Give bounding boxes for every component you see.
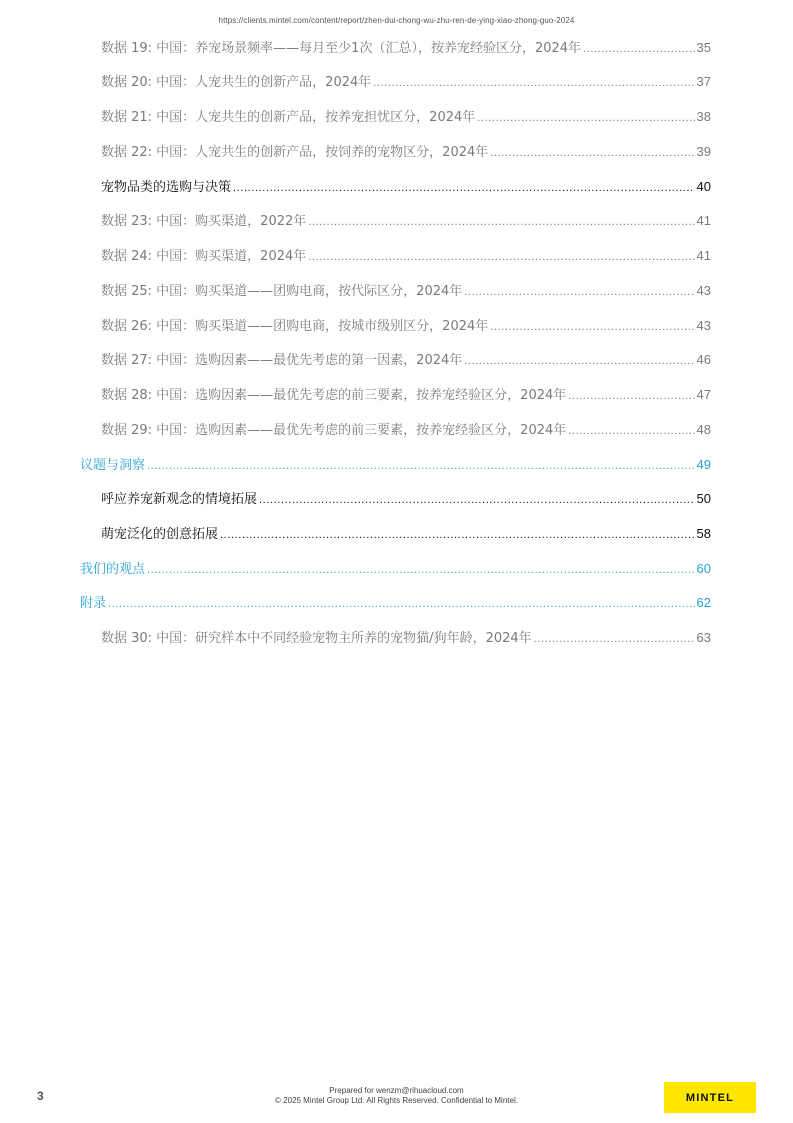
toc-entry-title: 萌宠泛化的创意拓展 xyxy=(101,527,219,542)
toc-entry-title: 宠物品类的选购与决策 xyxy=(101,180,232,195)
toc-entry-page: 38 xyxy=(696,109,711,124)
toc-leader xyxy=(373,72,694,94)
toc-entry[interactable] xyxy=(101,523,711,545)
toc-leader xyxy=(490,142,694,164)
toc-entry-page: 60 xyxy=(696,561,711,576)
toc-entry-title: 附录 xyxy=(80,596,107,611)
toc-entry-title: 议题与洞察 xyxy=(80,458,146,473)
toc-leader xyxy=(308,246,694,268)
toc-entry-page: 63 xyxy=(696,630,711,645)
toc-entry[interactable] xyxy=(80,558,711,580)
toc-entry[interactable] xyxy=(101,176,711,198)
toc-entry-page: 37 xyxy=(696,74,711,89)
toc-entry-title: 数据 25: 中国：购买渠道——团购电商，按代际区分，2024年 xyxy=(101,284,463,299)
toc-leader xyxy=(233,177,695,199)
toc-entry[interactable] xyxy=(101,384,711,406)
toc-entry[interactable] xyxy=(80,592,711,614)
toc-entry[interactable] xyxy=(101,106,711,128)
toc-entry-title: 数据 24: 中国：购买渠道，2024年 xyxy=(101,249,307,264)
toc-entry[interactable] xyxy=(101,37,711,59)
toc-leader xyxy=(568,420,694,442)
toc-entry-title: 数据 26: 中国：购买渠道——团购电商，按城市级别区分，2024年 xyxy=(101,319,489,334)
toc-entry-page: 50 xyxy=(696,491,711,506)
toc-leader xyxy=(568,385,694,407)
toc-leader xyxy=(147,455,695,477)
toc-leader xyxy=(490,316,694,338)
prepared-for-text: Prepared for wenzm@rihuacloud.com xyxy=(329,1086,464,1095)
toc-entry[interactable] xyxy=(101,210,711,232)
toc-entry-page: 62 xyxy=(696,595,711,610)
toc-entry-page: 41 xyxy=(696,248,711,263)
toc-entry[interactable] xyxy=(101,419,711,441)
toc-entry[interactable] xyxy=(101,349,711,371)
toc-leader xyxy=(308,211,694,233)
toc-leader xyxy=(259,489,695,511)
mintel-logo: MINTEL xyxy=(664,1082,756,1113)
toc-entry-page: 41 xyxy=(696,213,711,228)
toc-entry-title: 呼应养宠新观念的情境拓展 xyxy=(101,492,258,507)
toc-entry-page: 43 xyxy=(696,283,711,298)
toc-entry[interactable] xyxy=(101,627,711,649)
toc-entry-title: 数据 22: 中国：人宠共生的创新产品，按饲养的宠物区分，2024年 xyxy=(101,145,489,160)
page-number: 3 xyxy=(37,1089,44,1103)
toc-leader xyxy=(534,628,695,650)
toc-leader xyxy=(464,350,694,372)
report-url: https://clients.mintel.com/content/report/zhen-dui-chong-wu-zhu-ren-de-ying-xiao-zhong-guo-2024 xyxy=(218,16,575,25)
toc-entry-page: 43 xyxy=(696,318,711,333)
toc-entry-title: 数据 28: 中国：选购因素——最优先考虑的前三要素，按养宠经验区分，2024年 xyxy=(101,388,567,403)
toc-entry[interactable] xyxy=(101,488,711,510)
toc-entry-page: 39 xyxy=(696,144,711,159)
toc-entry-page: 58 xyxy=(696,526,711,541)
toc-leader xyxy=(477,107,694,129)
copyright-text: © 2025 Mintel Group Ltd. All Rights Reserved. Confidential to Mintel. xyxy=(275,1096,518,1105)
toc-entry[interactable] xyxy=(101,245,711,267)
toc-entry-title: 数据 19: 中国：养宠场景频率——每月至少1次（汇总），按养宠经验区分，2024年 xyxy=(101,41,582,56)
toc-entry-title: 数据 29: 中国：选购因素——最优先考虑的前三要素，按养宠经验区分，2024年 xyxy=(101,423,567,438)
toc-entry[interactable] xyxy=(101,280,711,302)
toc-entry[interactable] xyxy=(101,71,711,93)
toc-entry-title: 数据 23: 中国：购买渠道，2022年 xyxy=(101,214,307,229)
toc-leader xyxy=(583,38,694,60)
toc-entry-page: 40 xyxy=(696,179,711,194)
toc-entry-page: 49 xyxy=(696,457,711,472)
toc-entry[interactable] xyxy=(101,141,711,163)
toc-entry-page: 48 xyxy=(696,422,711,437)
toc-leader xyxy=(147,559,695,581)
toc-entry-title: 数据 20: 中国：人宠共生的创新产品，2024年 xyxy=(101,75,372,90)
toc-entry[interactable] xyxy=(101,315,711,337)
toc-entry-title: 我们的观点 xyxy=(80,562,146,577)
toc-entry-title: 数据 30: 中国：研究样本中不同经验宠物主所养的宠物猫/狗年龄，2024年 xyxy=(101,631,532,646)
toc-entry-page: 46 xyxy=(696,352,711,367)
toc-entry[interactable] xyxy=(80,454,711,476)
toc-entry-page: 47 xyxy=(696,387,711,402)
toc-leader xyxy=(220,524,695,546)
toc-entry-page: 35 xyxy=(696,40,711,55)
toc-leader xyxy=(108,593,695,615)
toc-leader xyxy=(464,281,694,303)
toc-entry-title: 数据 27: 中国：选购因素——最优先考虑的第一因素，2024年 xyxy=(101,353,463,368)
toc-entry-title: 数据 21: 中国：人宠共生的创新产品，按养宠担忧区分，2024年 xyxy=(101,110,476,125)
